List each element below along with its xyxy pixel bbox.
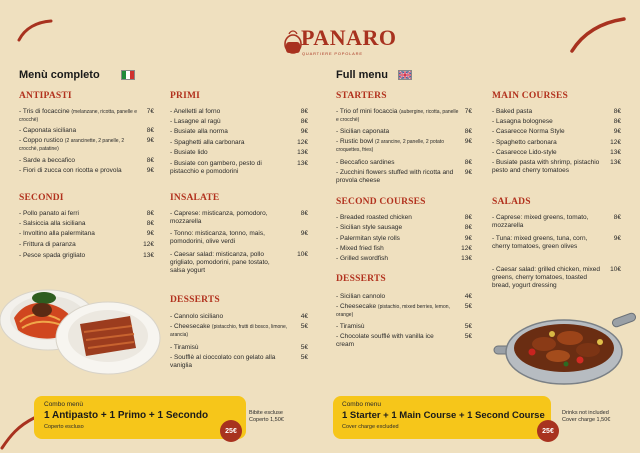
menu-item-price: 7€ [464,108,472,115]
menu-item-price: 5€ [300,323,308,330]
menu-item-price: 13€ [461,255,472,262]
menu-item-price: 8€ [146,157,154,164]
menu-item-price: 13€ [610,149,621,156]
menu-item-price: 8€ [300,118,308,125]
menu-item: - Tiramisù [170,344,199,351]
menu-item: - Sicilian style sausage [336,224,403,231]
section-title-secondi: SECONDI [19,193,64,203]
menu-item: - Tuna: mixed greens, tuna, corn, cherry tomatoes, green olives [492,235,588,251]
menu-item: - Beccafico sardines [336,159,395,166]
combo-note: Bibite escluse Coperto 1,50€ [249,410,284,423]
combo-note: Drinks not included Cover charge 1,50€ [562,410,611,423]
menu-item-price: 8€ [464,128,472,135]
menu-item-price: 7€ [146,108,154,115]
menu-item-price: 9€ [146,167,154,174]
menu-item: - Sicilian caponata [336,128,390,135]
menu-item: - Casarecce Lido-style [492,149,557,156]
menu-item: - Fiori di zucca con ricotta e provola [19,167,122,174]
menu-item-price: 5€ [464,323,472,330]
section-title-desserts-it: DESSERTS [170,295,220,305]
menu-item: - Casarecce Norma Style [492,128,565,135]
menu-item-price: 12€ [143,241,154,248]
pasta-plates-image [0,272,165,380]
menu-item: - Frittura di paranza [19,241,76,248]
menu-item: - Cannolo siciliano [170,313,224,320]
menu-item-price: 5€ [464,303,472,310]
menu-item-price: 9€ [464,169,472,176]
menu-item-price: 13€ [297,160,308,167]
menu-item-price: 10€ [610,266,621,273]
menu-item: - Busiate alla norma [170,128,228,135]
menu-item: - Pollo panato ai ferri [19,210,79,217]
menu-item-price: 8€ [146,127,154,134]
menu-item: - Caprese: misticanza, pomodoro, mozzarella [170,210,268,226]
menu-item-price: 5€ [300,344,308,351]
menu-item: - Chocolate soufflé with vanilla ice cream [336,333,434,349]
section-title-primi: PRIMI [170,91,201,101]
chicken-pan-image [492,312,640,392]
menu-item: - Caesar salad: grilled chicken, mixed greens, cherry tomatoes, toasted bread, yogurt dressing [492,266,601,290]
menu-item-price: 9€ [464,235,472,242]
menu-item-price: 13€ [297,149,308,156]
menu-item-price: 12€ [461,245,472,252]
menu-item-price: 4€ [300,313,308,320]
menu-item: - Caesar salad: misticanza, pollo grigliato, pomodorini, pane tostato, salsa yogurt [170,251,270,275]
menu-item: - Cheesecake (pistachio, mixed berries, lemon, orange) [336,303,450,319]
menu-item-price: 12€ [610,139,621,146]
menu-item: - Grilled swordfish [336,255,389,262]
menu-item-price: 4€ [464,293,472,300]
menu-item-price: 12€ [297,139,308,146]
brush-stroke-top-left [15,18,55,44]
menu-item-price: 8€ [146,210,154,217]
menu-item: - Cheesecake (pistacchio, frutti di bosco, limone, arancia) [170,323,288,339]
menu-item: - Sicilian cannolo [336,293,386,300]
menu-item-price: 8€ [146,220,154,227]
uk-flag-icon [398,70,412,80]
menu-item-price: 13€ [143,252,154,259]
menu-item: - Caponata siciliana [19,127,77,134]
combo-price-badge: 25€ [220,420,242,442]
menu-item: - Zucchini flowers stuffed with ricotta and provola cheese [336,169,454,185]
menu-item-price: 8€ [613,108,621,115]
menu-item-price: 8€ [300,210,308,217]
menu-item-price: 10€ [297,251,308,258]
brand-name: PANARO [301,25,397,50]
menu-item-price: 8€ [464,224,472,231]
menu-item-price: 8€ [300,108,308,115]
menu-item: - Lasagna bolognese [492,118,553,125]
combo-sub: Cover charge excluded [342,424,399,430]
menu-item-price: 9€ [464,138,472,145]
menu-item-price: 9€ [300,230,308,237]
menu-item-price: 9€ [613,128,621,135]
section-title-starters: STARTERS [336,91,387,101]
menu-item: - Busiate con gambero, pesto di pistacchio e pomodorini [170,160,262,176]
section-title-insalate: INSALATE [170,193,220,203]
menu-item-price: 8€ [464,214,472,221]
menu-item: - Busiate pasta with shrimp, pistachio pesto and cherry tomatoes [492,159,600,175]
menu-item: - Rustic bowl (2 arancine, 2 panelle, 2 potato croquettes, fries) [336,138,444,154]
english-menu-title: Full menu [336,69,388,81]
menu-item-price: 9€ [300,128,308,135]
menu-item-price: 5€ [464,333,472,340]
menu-item-price: 8€ [613,118,621,125]
menu-item: - Sarde a beccafico [19,157,76,164]
combo-sub: Coperto escluso [44,424,84,430]
menu-item: - Soufflè al cioccolato con gelato alla vaniglia [170,354,276,370]
menu-item: - Trio of mini focaccia (aubergine, ricotta, panelle e crocchè) [336,108,459,124]
menu-item: - Baked pasta [492,108,533,115]
section-title-main-courses: MAIN COURSES [492,91,569,101]
menu-item-price: 5€ [300,354,308,361]
menu-item-price: 8€ [613,214,621,221]
menu-item: - Breaded roasted chicken [336,214,412,221]
menu-item: - Tonno: misticanza, tonno, mais, pomodorini, olive verdi [170,230,265,246]
menu-item: - Lasagne al ragù [170,118,221,125]
combo-main: 1 Starter + 1 Main Course + 1 Second Course [342,410,545,421]
section-title-salads: SALADS [492,197,531,207]
menu-item: - Salsiccia alla siciliana [19,220,86,227]
combo-main: 1 Antipasto + 1 Primo + 1 Secondo [44,410,209,421]
menu-item: - Involtino alla palermitana [19,230,95,237]
menu-item-price: 13€ [610,159,621,166]
menu-item-price: 9€ [146,137,154,144]
menu-item: - Tiramisù [336,323,365,330]
menu-item: - Mixed fried fish [336,245,384,252]
section-title-antipasti: ANTIPASTI [19,91,72,101]
menu-item-price: 9€ [146,230,154,237]
italy-flag-icon [121,70,135,80]
menu-item: - Anelletti al forno [170,108,221,115]
menu-item: - Caprese: mixed greens, tomato, mozzarella [492,214,589,230]
italian-menu-title: Menù completo [19,69,100,81]
combo-label: Combo menù [44,401,84,408]
menu-item: - Coppo rustico (2 arancinette, 2 panelle, 2 crocchè, patatine) [19,137,125,153]
brush-stroke-top-right [568,15,628,55]
menu-item-price: 9€ [613,235,621,242]
menu-item: - Tris di focaccine (melanzane, ricotta, panelle e crocchè) [19,108,137,124]
menu-item: - Spaghetti alla carbonara [170,139,245,146]
menu-item: - Pesce spada grigliato [19,252,86,259]
menu-item: - Palermitan style rolls [336,235,400,242]
section-title-desserts-en: DESSERTS [336,274,386,284]
brand-tagline: QUARTIERE POPOLARE [302,51,363,56]
combo-label: Combo menu [342,401,382,408]
menu-item: - Busiate lido [170,149,208,156]
menu-item: - Spaghetto carbonara [492,139,557,146]
combo-price-badge: 25€ [537,420,559,442]
menu-item-price: 8€ [464,159,472,166]
section-title-second-courses: SECOND COURSES [336,197,426,207]
